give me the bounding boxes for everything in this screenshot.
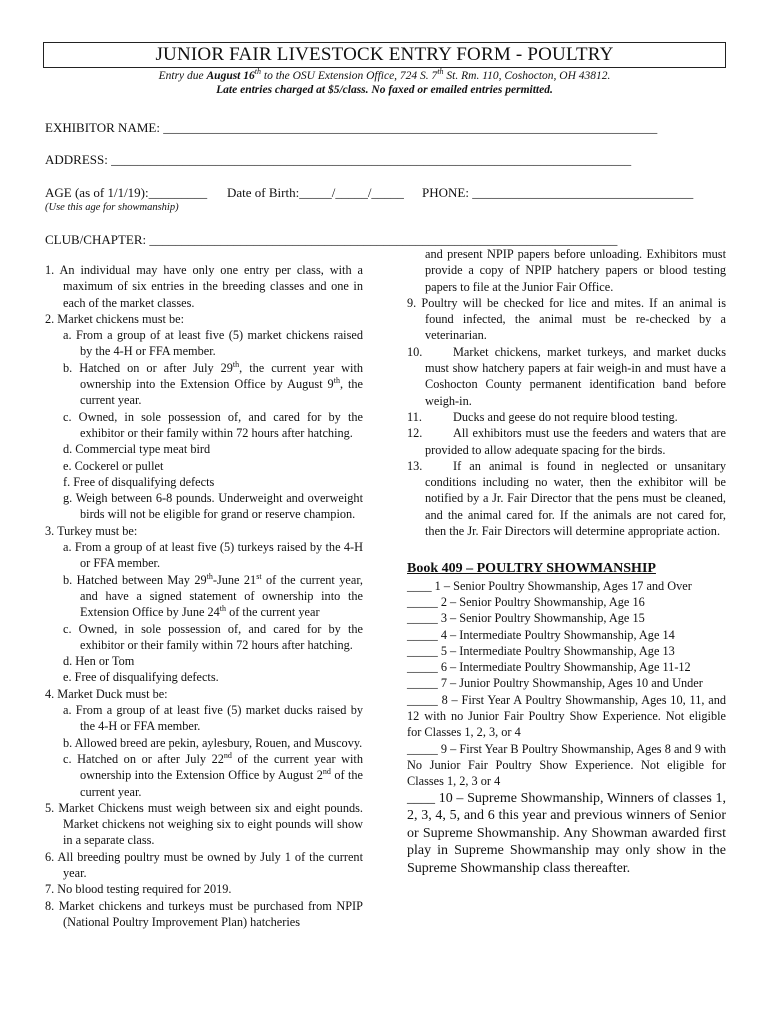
date-of-birth-field[interactable]: Date of Birth:_____/_____/_____ [227,185,404,200]
rule-3c: c. Owned, in sole possession of, and cared for by the exhibitor or their family within 72 hours after hatching. [63,621,363,652]
age-field[interactable]: AGE (as of 1/1/19):_________ [45,185,208,200]
rule-3a: a. From a group of at least five (5) turkeys raised by the 4-H or FFA member. [63,540,363,571]
rule-4: 4. Market Duck must be: [45,686,168,701]
club-chapter-field[interactable]: CLUB/CHAPTER: ________________________________________________________________________ [45,232,618,247]
rule-4a: a. From a group of at least five (5) market ducks raised by the 4-H or FFA member. [63,703,363,734]
showmanship-class-10[interactable]: ____ 10 – Supreme Showmanship, Winners of classes 1, 2, 3, 4, 5, and 6 this year and previous winners of Senior or Supreme Showmanship. Any Showman awarded first play in Supreme Showmanship may only show in the Supreme Showmanship class thereafter. [407,790,726,876]
rule-2c: c. Owned, in sole possession of, and cared for by the exhibitor or their family within 72 hours after hatching. [63,409,363,440]
form-title: JUNIOR FAIR LIVESTOCK ENTRY FORM - POULTRY [43,42,726,68]
showmanship-class-7[interactable]: _____ 7 – Junior Poultry Showmanship, Ages 10 and Under [407,676,703,691]
showmanship-class-5[interactable]: _____ 5 – Intermediate Poultry Showmanship, Age 13 [407,643,675,658]
rule-7: 7. No blood testing required for 2019. [45,882,232,897]
exhibitor-name-field[interactable]: EXHIBITOR NAME: ____________________________________________________________________________ [45,120,658,135]
address-field[interactable]: ADDRESS: ________________________________________________________________________________ [45,152,632,167]
showmanship-class-6[interactable]: _____ 6 – Intermediate Poultry Showmanship, Age 11-12 [407,660,691,675]
rule-1: 1. An individual may have only one entry per class, with a maximum of six entries in the breeding classes and one in each of the market classes. [45,263,363,310]
rule-2e: e. Cockerel or pullet [63,458,164,473]
rule-8: 8. Market chickens and turkeys must be purchased from NPIP (National Poultry Improvement Plan) hatcheries [45,898,363,929]
rule-2b: b. Hatched on or after July 29th, the current year with ownership into the Extension Office by August 9th, the current year. [63,359,364,408]
rule-2: 2. Market chickens must be: [45,311,184,326]
rule-2f: f. Free of disqualifying defects [63,474,215,489]
showmanship-class-3[interactable]: _____ 3 – Senior Poultry Showmanship, Age 15 [407,611,645,626]
phone-field[interactable]: PHONE: __________________________________ [422,185,694,200]
rule-5: 5. Market Chickens must weigh between six and eight pounds. Market chickens not weighing six to eight pounds will show in a separate class. [45,800,363,848]
late-entries-line: Late entries charged at $5/class. No faxed or emailed entries permitted. [216,84,553,96]
rule-3: 3. Turkey must be: [45,523,138,538]
showmanship-class-8[interactable]: _____ 8 – First Year A Poultry Showmanship, Ages 10, 11, and 12 with no Junior Fair Poultry Show Experience. Not eligible for Classes 1, 2, 3, or 4 [407,692,726,740]
rule-2d: d. Commercial type meat bird [63,442,211,457]
rule-2a: a. From a group of at least five (5) market chickens raised by the 4-H or FFA member. [63,328,363,359]
rule-6: 6. All breeding poultry must be owned by July 1 of the current year. [45,849,363,880]
rule-4b: b. Allowed breed are pekin, aylesbury, Rouen, and Muscovy. [63,735,363,750]
rule-3d: d. Hen or Tom [63,654,135,669]
rule-4c: c. Hatched on or after July 22nd of the current year with ownership into the Extension Office by August 2nd of the current year. [63,750,363,799]
showmanship-class-2[interactable]: _____ 2 – Senior Poultry Showmanship, Age 16 [407,594,645,609]
rule-11: 11. Ducks and geese do not require blood testing. [407,409,678,424]
rule-2g: g. Weigh between 6-8 pounds. Underweight and overweight birds will not be eligible for grand or reserve champion. [63,491,363,522]
rule-3b: b. Hatched between May 29th-June 21st of the current year, and have a signed statement of ownership into the Extension Office by June 24th of the current year [63,571,363,620]
rule-9: 9. Poultry will be checked for lice and mites. If an animal is found infected, the animal must be re-checked by a veterinarian. [407,295,726,343]
rule-10: 10. Market chickens, market turkeys, and market ducks must show hatchery papers at fair weigh-in and must have a Coshocton County permanent identification band before weigh-in. [407,344,726,408]
rule-12: 12. All exhibitors must use the feeders and waters that are provided to allow adequate spacing for the birds. [407,426,726,457]
rules-right-column [407,246,726,877]
entry-due-line: Entry due August 16th to the OSU Extension Office, 724 S. 7th St. Rm. 110, Coshocton, OH 43812. [158,67,611,82]
rule-3e: e. Free of disqualifying defects. [63,670,219,685]
showmanship-class-1[interactable]: ____ 1 – Senior Poultry Showmanship, Ages 17 and Over [407,578,692,593]
showmanship-heading: Book 409 – POULTRY SHOWMANSHIP [407,561,656,577]
rule-13: 13. If an animal is found in neglected or unsanitary conditions including no water, then the exhibitor will be notified by a Jr. Fair Director that the pens must be cleaned, and the animal cared for. If the animals are not cared for, then the Jr. Fair Directors will determine appropriate action. [407,458,726,539]
age-note: (Use this age for showmanship) [45,202,179,213]
showmanship-class-4[interactable]: _____ 4 – Intermediate Poultry Showmanship, Age 14 [407,627,675,642]
showmanship-class-9[interactable]: _____ 9 – First Year B Poultry Showmanship, Ages 8 and 9 with No Junior Fair Poultry Show Experience. Not eligible for Classes 1, 2, 3 or 4 [407,741,726,789]
rules-left-column [45,262,363,930]
rule-8-continued: and present NPIP papers before unloading. Exhibitors must provide a copy of NPIP hatchery papers or blood testing papers to file at the Junior Fair Office. [425,247,726,294]
